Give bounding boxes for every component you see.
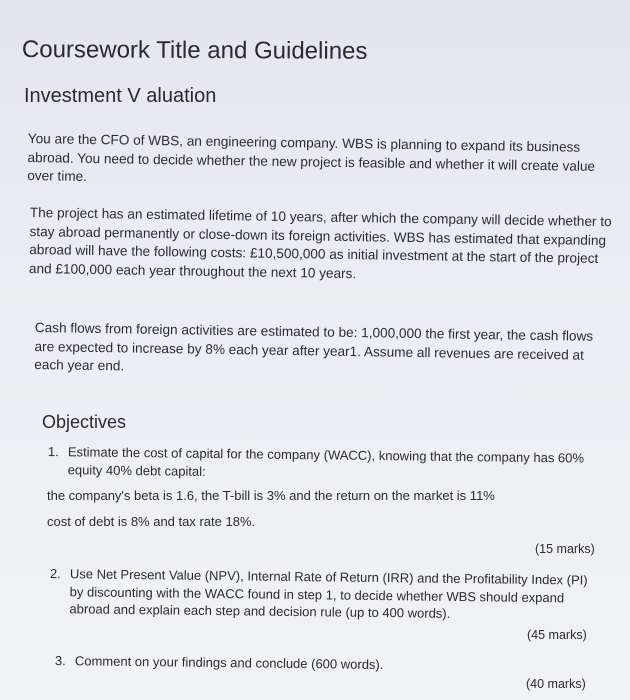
objective-text: Use Net Present Value (NPV), Internal Rate of Return (IRR) and the Profitability Index (PI) by discounting with the WACC found in step 1, to decide whether WBS should expand abroad and explain each step and decision rule (up to 400 words). — [69, 566, 588, 621]
objectives-heading: Objectives — [42, 412, 127, 432]
objective-text: Comment on your findings and conclude (600 words). — [74, 653, 384, 673]
objective-item-2 — [49, 565, 595, 624]
objective-1-marks: (15 marks) — [535, 542, 595, 556]
objective-number: 1. — [47, 443, 59, 460]
objective-1-detail-debt: cost of debt is 8% and tax rate 18%. — [47, 514, 256, 529]
objective-text: Estimate the cost of capital for the company (WACC), knowing that the company has 60% equity 40% debt capital: — [67, 444, 585, 479]
objective-2-marks: (45 marks) — [527, 628, 587, 642]
cash-flows-paragraph: Cash flows from foreign activities are estimated to be: 1,000,000 the first year, the cash flows are expected to increase by 8% each year after year1. Assume all revenues are received at each year end. — [34, 319, 594, 374]
intro-paragraph: You are the CFO of WBS, an engineering company. WBS is planning to expand its business abroad. You need to decide whether the new project is feasible and whether it will create value over time. — [27, 130, 596, 184]
objective-number: 2. — [49, 565, 61, 582]
page-title: Coursework Title and Guidelines — [21, 36, 368, 65]
objective-number: 3. — [54, 652, 66, 669]
objective-item-3 — [55, 652, 455, 674]
objective-3-marks: (40 marks) — [526, 677, 586, 691]
page-subtitle: Investment V aluation — [24, 85, 217, 107]
objective-item-1 — [48, 443, 588, 485]
project-costs-paragraph: The project has an estimated lifetime of 10 years, after which the company will decide whether to stay abroad permanently or close-down its foreign activities. WBS has estimated that expanding abroad will have the following costs: £10,500,000 as initial investment at the start of the project and £100,000 each year throughout the next 10 years. — [28, 204, 612, 281]
objective-1-detail-beta: the company's beta is 1.6, the T-bill is 3% and the return on the market is 11% — [47, 488, 495, 503]
